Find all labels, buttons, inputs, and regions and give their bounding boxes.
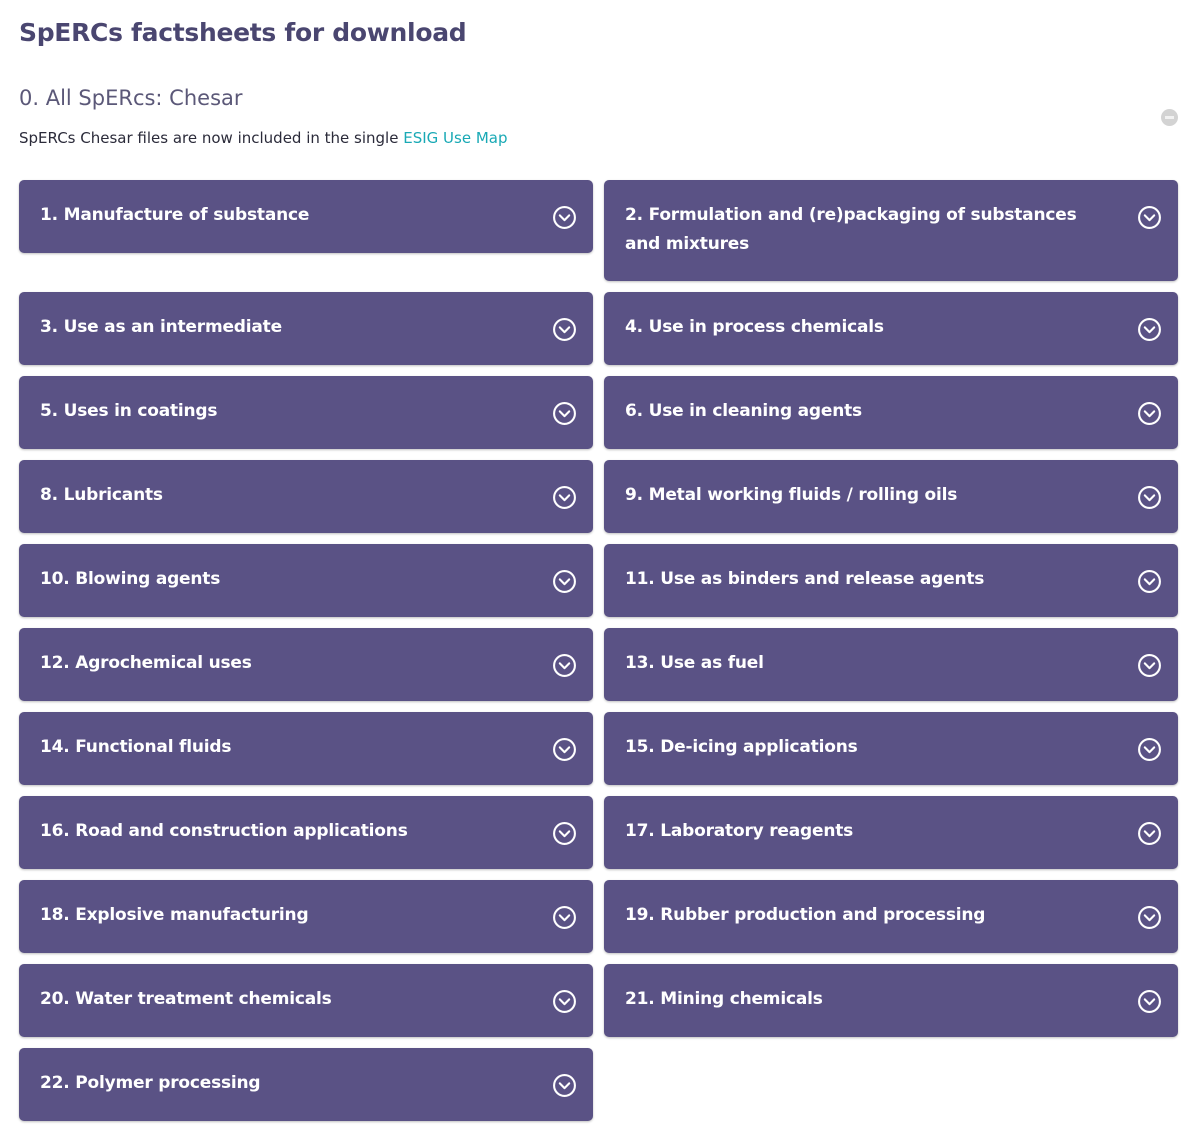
sperc-card-label: 10. Blowing agents (40, 569, 221, 589)
chevron-down-circle-icon[interactable] (1137, 569, 1162, 594)
sperc-card-4[interactable] (604, 292, 1178, 365)
sperc-card-label: 18. Explosive manufacturing (40, 905, 309, 925)
sperc-card-label: 20. Water treatment chemicals (40, 989, 332, 1009)
chevron-down-circle-icon[interactable] (552, 485, 577, 510)
sperc-card-11[interactable] (604, 544, 1178, 617)
chevron-down-circle-icon[interactable] (552, 401, 577, 426)
sperc-card-12[interactable] (19, 628, 593, 701)
chevron-down-circle-icon[interactable] (1137, 205, 1162, 230)
sperc-card-label: 12. Agrochemical uses (40, 653, 252, 673)
sperc-card-label: 1. Manufacture of substance (40, 205, 310, 225)
chevron-down-circle-icon[interactable] (1137, 401, 1162, 426)
sperc-card-3[interactable] (19, 292, 593, 365)
chevron-down-circle-icon[interactable] (552, 905, 577, 930)
page-title: SpERCs factsheets for download (19, 18, 467, 47)
sperc-card-label: 22. Polymer processing (40, 1073, 261, 1093)
sperc-card-grid (19, 180, 1178, 1121)
scroll-top-button[interactable] (1161, 109, 1178, 126)
sperc-card-label: 17. Laboratory reagents (625, 821, 854, 841)
sperc-card-16[interactable] (19, 796, 593, 869)
chevron-down-circle-icon[interactable] (552, 569, 577, 594)
sperc-card-label: 4. Use in process chemicals (625, 317, 884, 337)
chevron-down-circle-icon[interactable] (1137, 737, 1162, 762)
chevron-down-circle-icon[interactable] (552, 1073, 577, 1098)
sperc-card-label: 9. Metal working fluids / rolling oils (625, 485, 958, 505)
sperc-card-22[interactable] (19, 1048, 593, 1121)
chevron-down-circle-icon[interactable] (552, 821, 577, 846)
chevron-down-circle-icon[interactable] (552, 653, 577, 678)
sperc-card-15[interactable] (604, 712, 1178, 785)
sperc-card-label: 8. Lubricants (40, 485, 163, 505)
chevron-down-circle-icon[interactable] (552, 737, 577, 762)
sperc-card-label: 6. Use in cleaning agents (625, 401, 862, 421)
sperc-card-6[interactable] (604, 376, 1178, 449)
sperc-card-5[interactable] (19, 376, 593, 449)
chevron-down-circle-icon[interactable] (552, 989, 577, 1014)
sperc-card-18[interactable] (19, 880, 593, 953)
chevron-down-circle-icon[interactable] (1137, 905, 1162, 930)
note-text: SpERCs Chesar files are now included in the single (19, 129, 404, 147)
sperc-card-8[interactable] (19, 460, 593, 533)
chevron-down-circle-icon[interactable] (552, 317, 577, 342)
sperc-card-9[interactable] (604, 460, 1178, 533)
sperc-card-label: 2. Formulation and (re)packaging of substances and mixtures (625, 205, 1077, 254)
chesar-note (19, 129, 507, 147)
sperc-card-label: 15. De-icing applications (625, 737, 858, 757)
sperc-card-label: 21. Mining chemicals (625, 989, 823, 1009)
sperc-card-20[interactable] (19, 964, 593, 1037)
sperc-card-2[interactable] (604, 180, 1178, 281)
sperc-card-label: 13. Use as fuel (625, 653, 764, 673)
chevron-down-circle-icon[interactable] (1137, 821, 1162, 846)
sperc-card-label: 14. Functional fluids (40, 737, 232, 757)
sperc-card-10[interactable] (19, 544, 593, 617)
chevron-down-circle-icon[interactable] (552, 205, 577, 230)
chevron-down-circle-icon[interactable] (1137, 317, 1162, 342)
sperc-card-17[interactable] (604, 796, 1178, 869)
esig-use-map-link[interactable]: ESIG Use Map (403, 129, 508, 147)
sperc-card-1[interactable] (19, 180, 593, 253)
sperc-card-label: 19. Rubber production and processing (625, 905, 986, 925)
sperc-card-label: 16. Road and construction applications (40, 821, 408, 841)
sperc-card-label: 3. Use as an intermediate (40, 317, 282, 337)
chevron-down-circle-icon[interactable] (1137, 989, 1162, 1014)
sperc-card-14[interactable] (19, 712, 593, 785)
section-title: 0. All SpERcs: Chesar (19, 86, 243, 110)
sperc-card-label: 5. Uses in coatings (40, 401, 218, 421)
sperc-card-label: 11. Use as binders and release agents (625, 569, 985, 589)
sperc-card-19[interactable] (604, 880, 1178, 953)
chevron-down-circle-icon[interactable] (1137, 653, 1162, 678)
sperc-card-13[interactable] (604, 628, 1178, 701)
chevron-down-circle-icon[interactable] (1137, 485, 1162, 510)
sperc-card-21[interactable] (604, 964, 1178, 1037)
